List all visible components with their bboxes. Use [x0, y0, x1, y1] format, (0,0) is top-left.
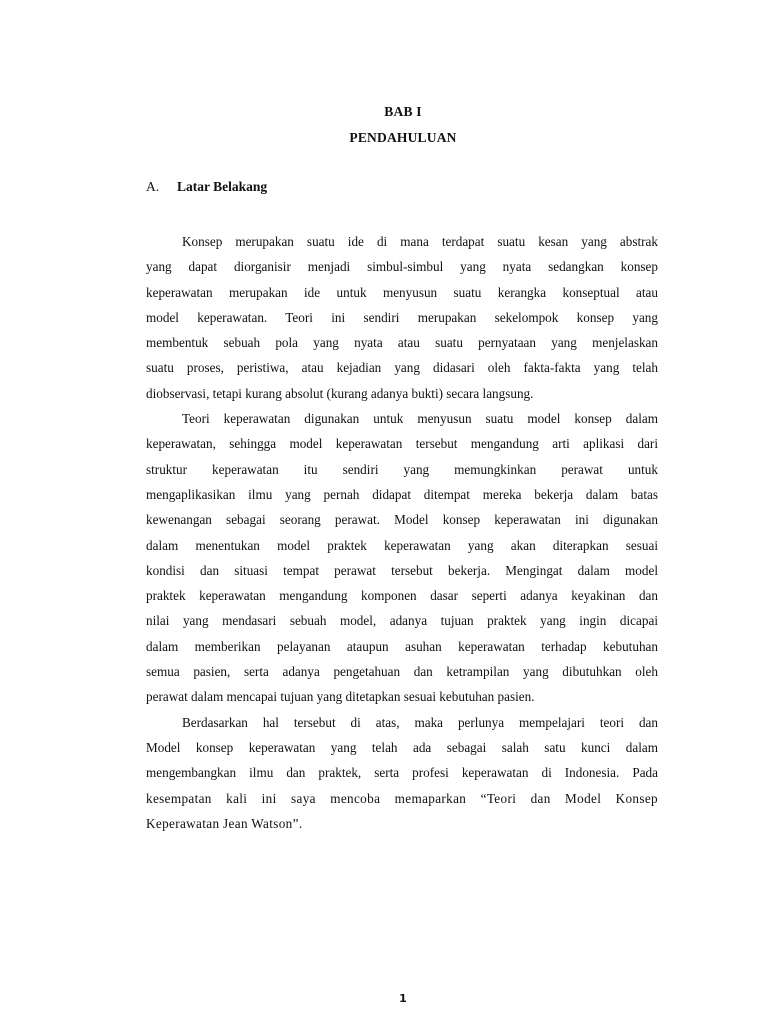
paragraph-line: dalam menentukan model praktek keperawatan yang akan diterapkan sesuai — [146, 537, 658, 553]
paragraph — [146, 710, 658, 836]
paragraph-line: suatu proses, peristiwa, atau kejadian yang didasari oleh fakta-fakta yang telah — [146, 360, 658, 376]
section-number: A. — [146, 179, 160, 194]
paragraph-line: keperawatan merupakan ide untuk menyusun suatu kerangka konseptual atau — [146, 284, 658, 300]
paragraph-line: mengaplikasikan ilmu yang pernah didapat ditempat mereka bekerja dalam batas — [146, 486, 658, 502]
paragraph-line: semua pasien, serta adanya pengetahuan dan ketrampilan yang dibutuhkan oleh — [146, 664, 658, 680]
paragraph-line: Teori keperawatan digunakan untuk menyusun suatu model konsep dalam — [182, 411, 658, 427]
paragraph-line: dalam memberikan pelayanan ataupun asuhan keperawatan terhadap kebutuhan — [146, 638, 658, 654]
paragraph-line: kondisi dan situasi tempat perawat tersebut bekerja. Mengingat dalam model — [146, 562, 658, 578]
paragraph-line: kewenangan sebagai seorang perawat. Model konsep keperawatan ini digunakan — [146, 512, 658, 528]
chapter-title: PENDAHULUAN — [349, 130, 457, 145]
body-text — [146, 229, 658, 836]
paragraph-line: model keperawatan. Teori ini sendiri merupakan sekelompok konsep yang — [146, 309, 658, 325]
paragraph-line: yang dapat diorganisir menjadi simbul-simbul yang nyata sedangkan konsep — [146, 259, 658, 275]
paragraph-line: Berdasarkan hal tersebut di atas, maka perlunya mempelajari teori dan — [182, 714, 658, 730]
paragraph-line: membentuk sebuah pola yang nyata atau suatu pernyataan yang menjelaskan — [146, 335, 658, 351]
page-number: 1 — [399, 992, 407, 1005]
paragraph-line: perawat dalam mencapai tujuan yang ditetapkan sesuai kebutuhan pasien. — [146, 689, 535, 705]
paragraph-line: struktur keperawatan itu sendiri yang memungkinkan perawat untuk — [146, 461, 658, 477]
paragraph-line: kesempatan kali ini saya mencoba memaparkan “Teori dan Model Konsep — [146, 790, 658, 806]
paragraph-line: Konsep merupakan suatu ide di mana terdapat suatu kesan yang abstrak — [182, 234, 658, 249]
paragraph-line: praktek keperawatan mengandung komponen dasar seperti adanya keyakinan dan — [146, 588, 658, 604]
paragraph-line: Model konsep keperawatan yang telah ada sebagai salah satu kunci dalam — [146, 739, 658, 755]
paragraph-line: diobservasi, tetapi kurang absolut (kurang adanya bukti) secara langsung. — [146, 385, 534, 401]
paragraph-line: Keperawatan Jean Watson”. — [146, 815, 303, 831]
paragraph — [146, 406, 658, 710]
paragraph — [146, 229, 658, 406]
paragraph-line: keperawatan, sehingga model keperawatan tersebut mengandung arti aplikasi dari — [146, 436, 658, 452]
chapter-label: BAB I — [384, 104, 422, 119]
paragraph-line: mengembangkan ilmu dan praktek, serta profesi keperawatan di Indonesia. Pada — [146, 765, 658, 781]
section-title: Latar Belakang — [177, 179, 268, 194]
paragraph-line: nilai yang mendasari sebuah model, adanya tujuan praktek yang ingin dicapai — [146, 613, 658, 629]
section-heading — [146, 179, 267, 195]
